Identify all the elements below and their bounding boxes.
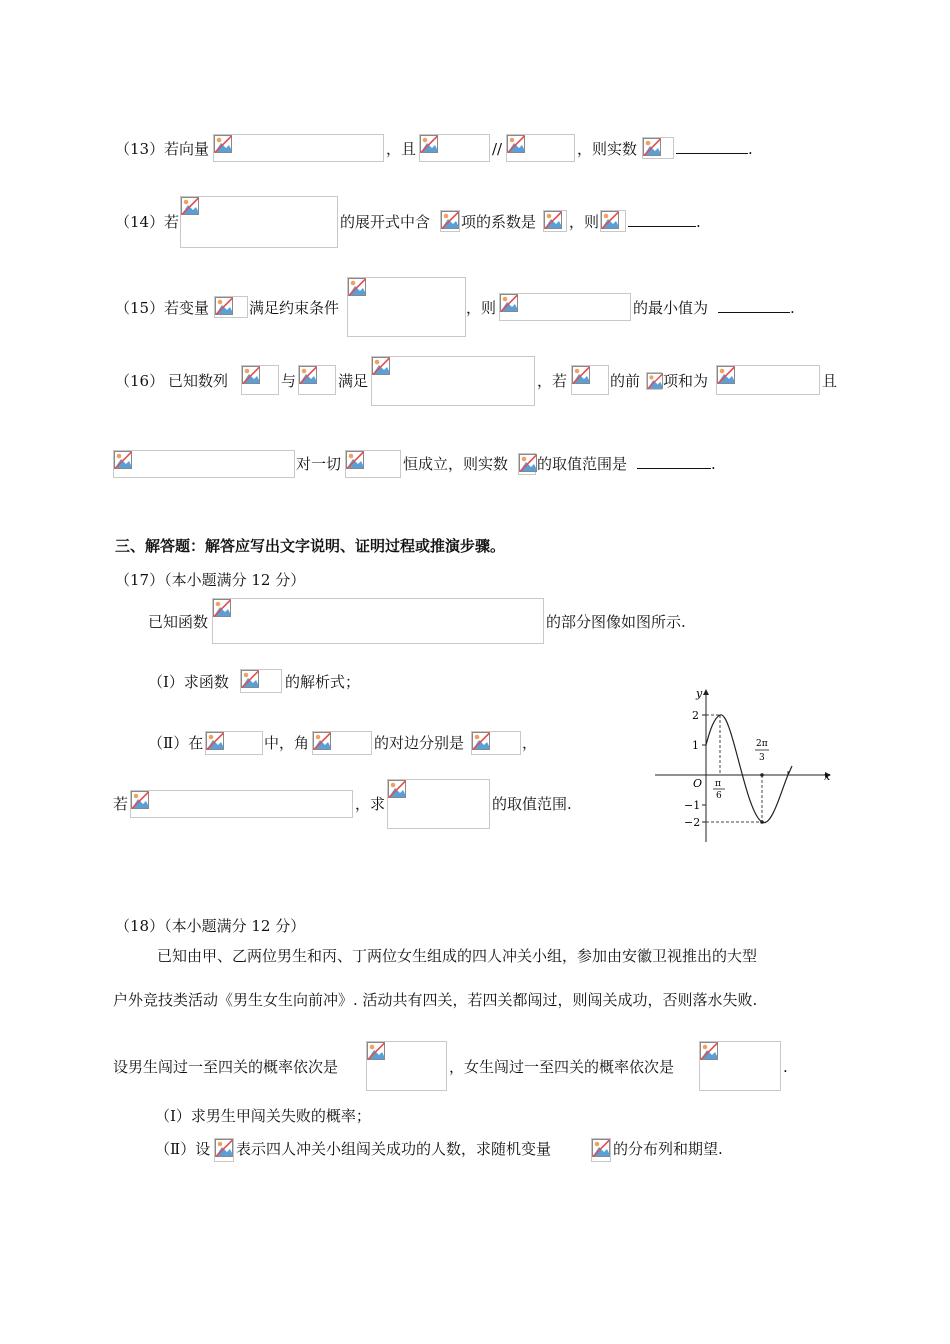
q13-text-3: ，则实数: [577, 140, 638, 158]
q16-text-8: 对一切: [296, 455, 342, 473]
q16-text-1: 已知数列: [168, 372, 229, 390]
q17-part3-a: 若: [113, 795, 129, 813]
period: .: [748, 140, 753, 158]
q17-intro-2: 的部分图像如图所示.: [546, 613, 686, 631]
formula-image: [387, 779, 490, 829]
q17-part2-c: 的对边分别是: [374, 734, 465, 752]
formula-image: [130, 790, 353, 818]
broken-image-icon: [206, 732, 224, 750]
formula-image: [241, 365, 279, 395]
x-tick-2pi-num: 2π: [756, 739, 768, 749]
formula-image: [571, 365, 609, 395]
broken-image-icon: [500, 294, 518, 312]
period: .: [696, 213, 701, 231]
broken-image-icon: [441, 211, 459, 229]
parallel-symbol: //: [492, 140, 503, 158]
q16-text-3: 满足: [338, 372, 369, 390]
formula-image: [212, 598, 544, 644]
formula-image: [312, 731, 372, 755]
q18-part2-a: （Ⅱ）设: [155, 1140, 211, 1158]
q17-part3-c: 的取值范围.: [492, 795, 572, 813]
broken-image-icon: [647, 373, 663, 389]
broken-image-icon: [700, 1042, 718, 1060]
broken-image-icon: [313, 732, 331, 750]
q17-part2-d: ，: [522, 734, 538, 752]
function-graph: [650, 682, 840, 847]
q15-text-2: 满足约束条件: [249, 299, 340, 317]
formula-image: [518, 453, 536, 475]
q17-header: （17）（本小题满分 12 分）: [115, 571, 306, 589]
formula-image: [113, 450, 295, 478]
formula-image: [646, 372, 662, 390]
q14-number: （14）: [115, 213, 165, 231]
broken-image-icon: [717, 366, 735, 384]
formula-image: [699, 1041, 781, 1091]
broken-image-icon: [572, 366, 590, 384]
answer-blank-15[interactable]: [718, 298, 795, 318]
q14-text-3: 项的系数是: [461, 213, 537, 231]
q16-text-7: 且: [822, 372, 838, 390]
q17-part1-b: 的解析式；: [285, 673, 361, 691]
q14-text-1: 若: [164, 213, 180, 231]
formula-image: [600, 210, 626, 232]
y-tick-neg1: −1: [684, 799, 701, 812]
q18-line-2: 户外竞技类活动《男生女生向前冲》. 活动共有四关，若四关都闯过，则闯关成功，否则落水失败.: [113, 991, 758, 1009]
q15-text-3: ，则: [466, 299, 497, 317]
q13-text-1: 若向量: [164, 140, 210, 158]
formula-image: [345, 450, 401, 478]
broken-image-icon: [367, 1042, 385, 1060]
q16-text-2: 与: [281, 372, 297, 390]
answer-blank-16[interactable]: [637, 454, 716, 474]
q18-line-3a: 设男生闯过一至四关的概率依次是: [113, 1058, 339, 1076]
q16-text-6: 项和为: [663, 372, 709, 390]
q16-text-10: 的取值范围是: [537, 455, 628, 473]
q17-part3-b: ，求: [355, 795, 386, 813]
q13-text-2: ，且: [386, 140, 417, 158]
period: .: [711, 455, 716, 473]
formula-image: [214, 1138, 234, 1162]
broken-image-icon: [388, 780, 406, 798]
origin-label: O: [693, 777, 703, 790]
formula-image: [298, 365, 336, 395]
q18-line-1: 已知由甲、乙两位男生和丙、丁两位女生组成的四人冲关小组，参加由安徽卫视推出的大型: [157, 947, 758, 965]
q18-part2-b: 表示四人冲关小组闯关成功的人数，求随机变量: [236, 1140, 552, 1158]
q18-line-3c: .: [783, 1058, 788, 1076]
formula-image: [591, 1138, 611, 1162]
broken-image-icon: [544, 211, 562, 229]
q18-line-3b: ，女生闯过一至四关的概率依次是: [449, 1058, 675, 1076]
x-tick-pi-num: π: [715, 779, 721, 789]
q16-text-4: ，若: [537, 372, 568, 390]
broken-image-icon: [643, 138, 661, 156]
broken-image-icon: [215, 1139, 233, 1157]
broken-image-icon: [242, 366, 260, 384]
y-axis-label: y: [696, 687, 703, 700]
x-tick-pi-den: 6: [716, 791, 722, 801]
broken-image-icon: [181, 197, 199, 215]
formula-image: [440, 210, 460, 232]
q16-number: （16）: [115, 372, 165, 390]
x-axis-label: x: [824, 770, 831, 783]
formula-image: [180, 196, 338, 248]
formula-image: [642, 137, 674, 159]
y-tick-2: 2: [692, 709, 699, 722]
q18-part1: （Ⅰ）求男生甲闯关失败的概率；: [155, 1107, 371, 1125]
formula-image: [347, 277, 466, 337]
formula-image: [213, 134, 384, 162]
broken-image-icon: [346, 451, 364, 469]
period: .: [790, 299, 795, 317]
broken-image-icon: [215, 297, 233, 315]
formula-image: [371, 356, 535, 406]
q16-text-5: 的前: [610, 372, 641, 390]
formula-image: [366, 1041, 447, 1091]
broken-image-icon: [299, 366, 317, 384]
section-heading: 三、解答题：解答应写出文字说明、证明过程或推演步骤。: [115, 537, 506, 555]
q17-intro-1: 已知函数: [148, 613, 209, 631]
q16-text-9: 恒成立，则实数: [403, 455, 509, 473]
x-tick-2pi-den: 3: [759, 753, 765, 763]
q17-part2-a: （Ⅱ）在: [148, 734, 204, 752]
q18-header: （18）（本小题满分 12 分）: [115, 917, 306, 935]
q17-part2-b: 中，角: [264, 734, 310, 752]
broken-image-icon: [507, 135, 525, 153]
formula-image: [205, 731, 263, 755]
q14-text-4: ，则: [569, 213, 600, 231]
formula-image: [471, 731, 521, 755]
formula-image: [419, 134, 490, 162]
q15-text-1: 若变量: [164, 299, 210, 317]
broken-image-icon: [472, 732, 490, 750]
broken-image-icon: [114, 451, 132, 469]
formula-image: [214, 296, 248, 318]
y-tick-1: 1: [692, 739, 699, 752]
answer-blank-13[interactable]: [676, 139, 753, 159]
q14-text-2: 的展开式中含: [340, 213, 431, 231]
broken-image-icon: [348, 278, 366, 296]
formula-image: [506, 134, 575, 162]
q13-number: （13）: [115, 140, 165, 158]
broken-image-icon: [131, 791, 149, 809]
broken-image-icon: [601, 211, 619, 229]
broken-image-icon: [213, 599, 231, 617]
y-tick-neg2: −2: [684, 816, 701, 829]
q18-part2-c: 的分布列和期望.: [613, 1140, 723, 1158]
broken-image-icon: [592, 1139, 610, 1157]
broken-image-icon: [241, 670, 259, 688]
broken-image-icon: [420, 135, 438, 153]
formula-image: [543, 210, 567, 232]
broken-image-icon: [372, 357, 390, 375]
broken-image-icon: [519, 454, 537, 472]
broken-image-icon: [214, 135, 232, 153]
answer-blank-14[interactable]: [628, 212, 701, 232]
formula-image: [499, 293, 631, 321]
formula-image: [716, 365, 820, 395]
sine-curve: [706, 715, 792, 823]
q15-number: （15）: [115, 299, 165, 317]
q15-text-4: 的最小值为: [633, 299, 709, 317]
q17-part1-a: （Ⅰ）求函数: [148, 673, 229, 691]
formula-image: [240, 669, 282, 693]
